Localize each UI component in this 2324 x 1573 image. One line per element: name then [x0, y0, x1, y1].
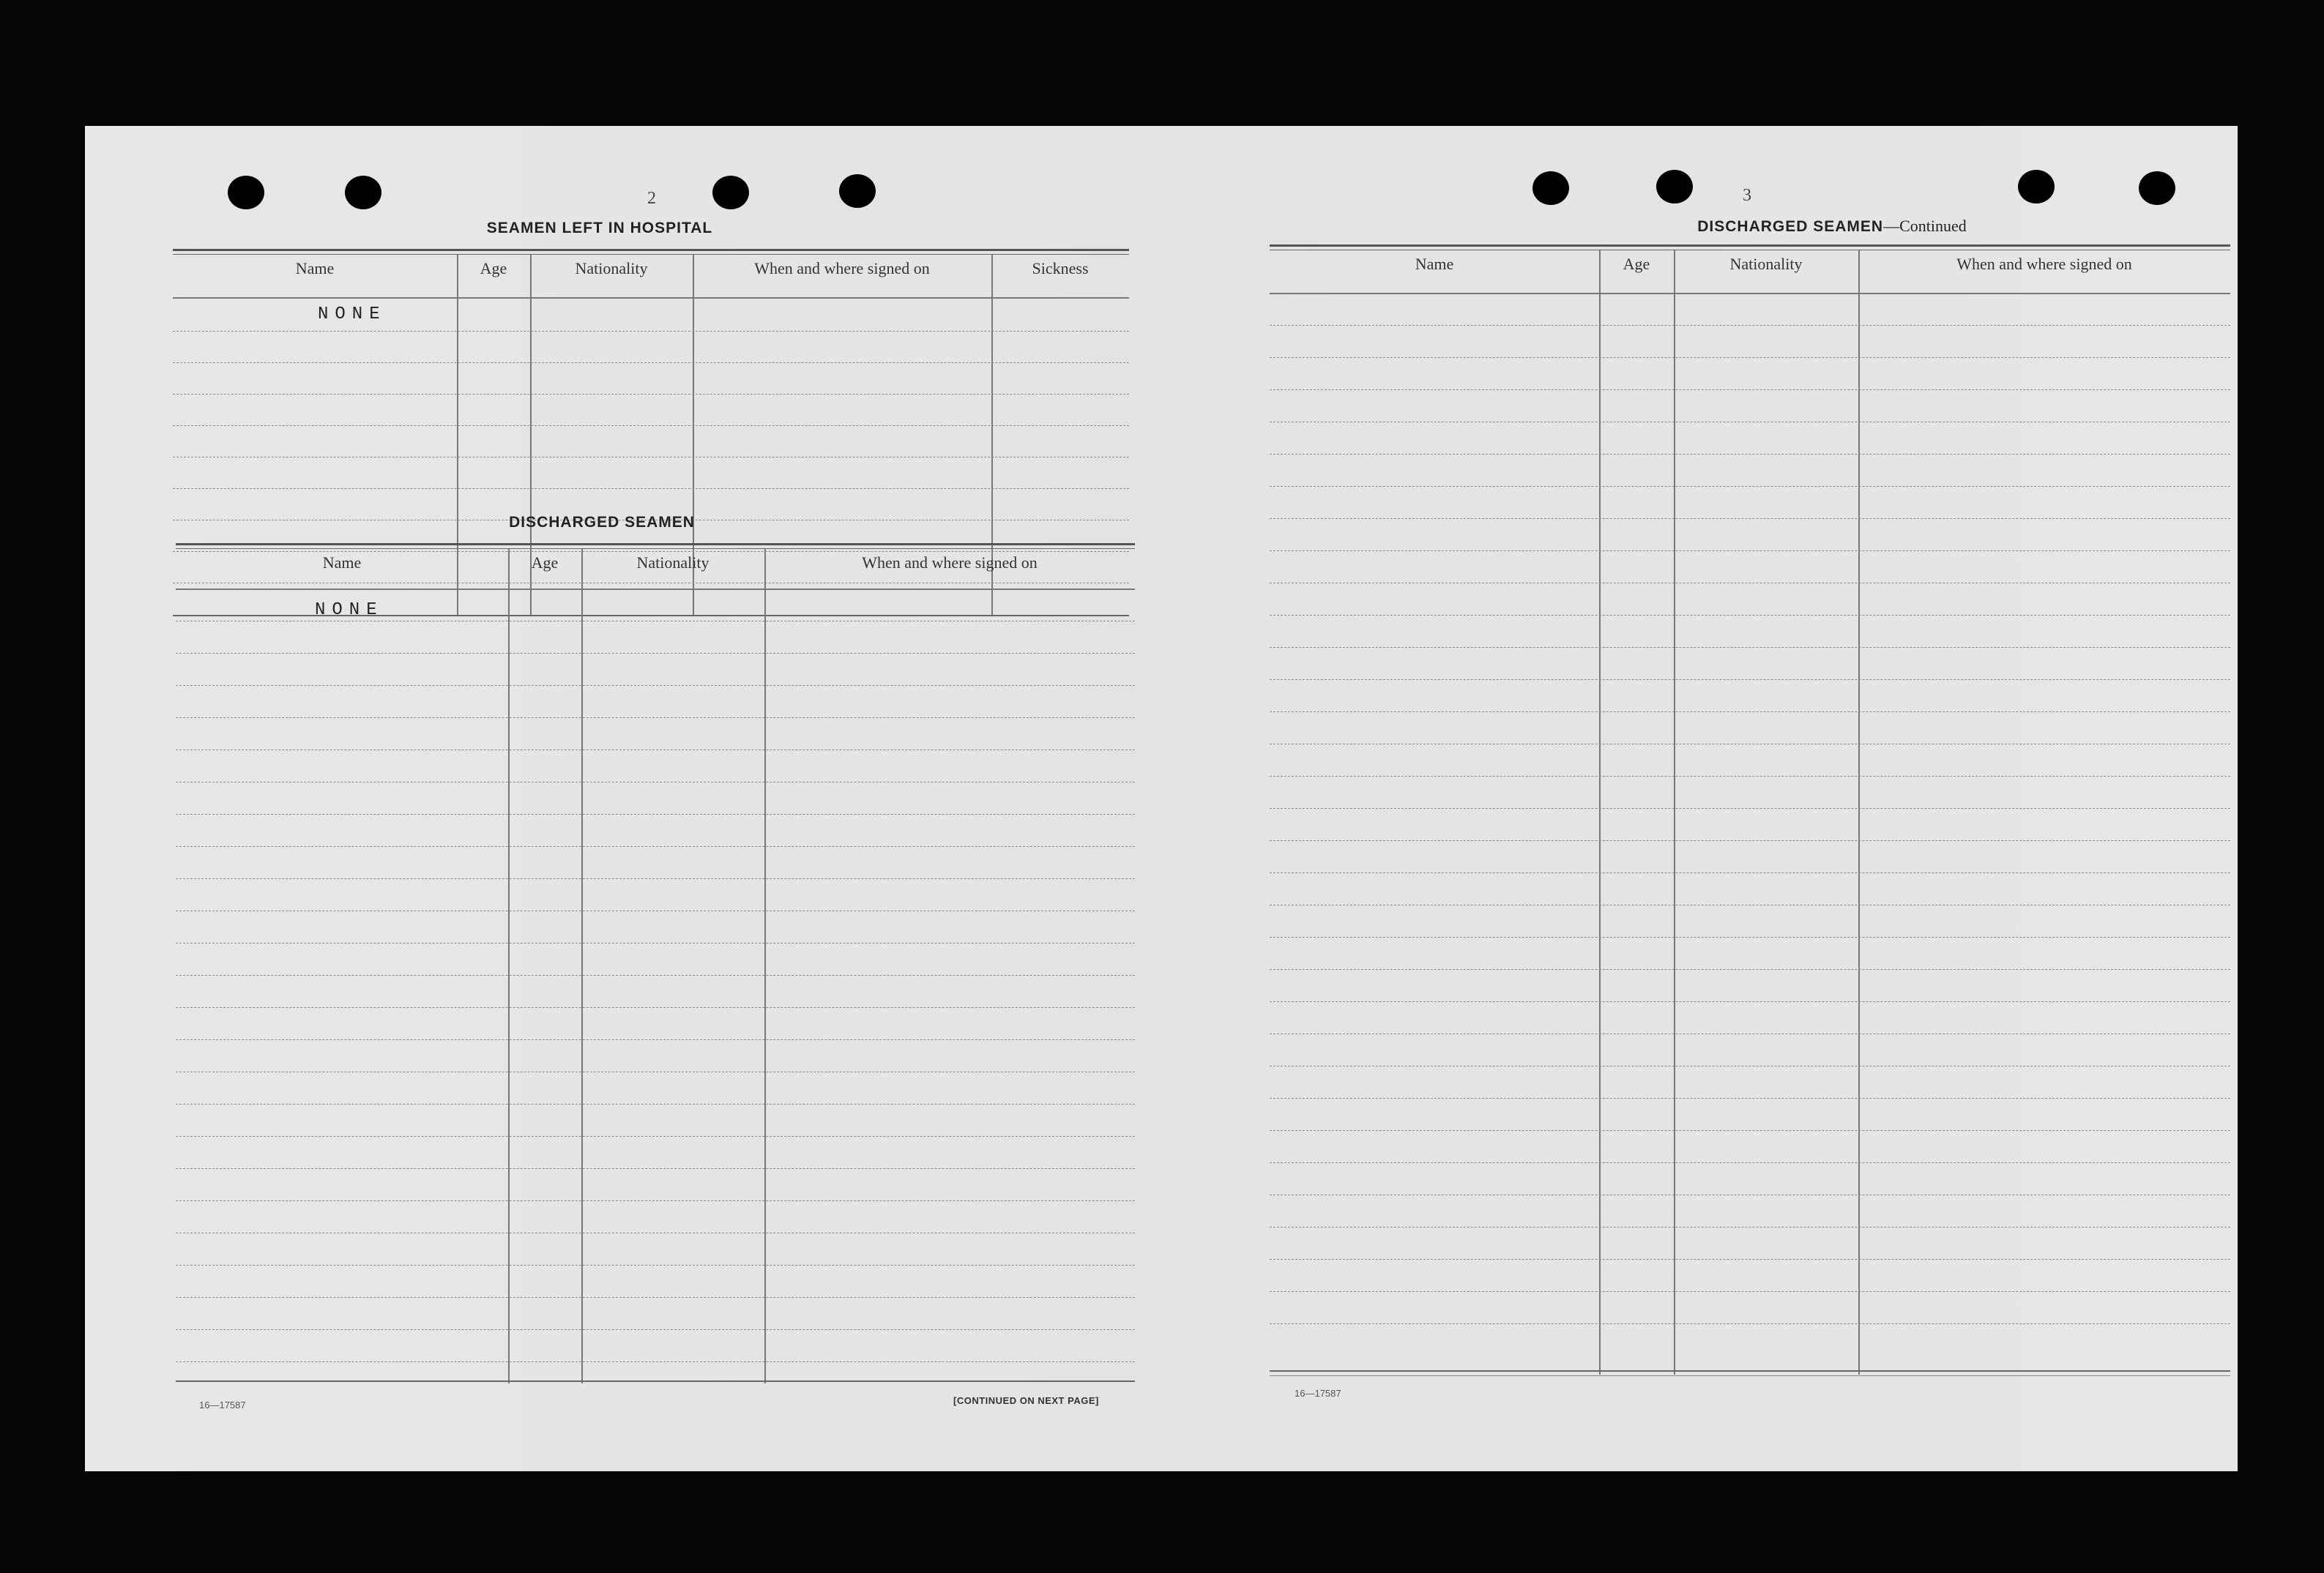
column-header-name: Name	[322, 553, 362, 572]
column-header-age: Age	[480, 259, 507, 277]
column-header-when-where: When and where signed on	[1956, 255, 2132, 273]
punch-hole	[839, 174, 876, 208]
column-header-name: Name	[1415, 255, 1454, 273]
section-title-discharged: DISCHARGED SEAMEN	[509, 514, 695, 531]
column-header-nationality: Nationality	[1729, 255, 1803, 273]
punch-hole	[1532, 171, 1569, 205]
continued-note: [CONTINUED ON NEXT PAGE]	[953, 1395, 1099, 1406]
form-number: 16—17587	[199, 1400, 246, 1411]
page-number: 3	[1743, 186, 1751, 205]
punch-hole	[1656, 170, 1693, 203]
punch-hole	[2139, 171, 2175, 205]
column-header-nationality: Nationality	[636, 553, 710, 572]
section-title-hospital: SEAMEN LEFT IN HOSPITAL	[486, 220, 713, 236]
hospital-entry: NONE	[318, 304, 387, 324]
column-header-name: Name	[295, 259, 335, 277]
discharged-continued-table	[1270, 244, 2230, 1380]
title-text: DISCHARGED SEAMEN	[1697, 218, 1884, 235]
discharged-table	[176, 543, 1135, 1392]
form-number: 16—17587	[1295, 1388, 1341, 1399]
column-header-sickness: Sickness	[1032, 259, 1089, 277]
document-spread	[85, 126, 2238, 1471]
punch-hole	[228, 176, 264, 209]
discharged-entry: NONE	[315, 600, 384, 620]
punch-hole	[345, 176, 381, 209]
column-header-age: Age	[531, 553, 559, 572]
column-header-age: Age	[1623, 255, 1650, 273]
column-header-when-where: When and where signed on	[862, 553, 1038, 572]
title-suffix: —Continued	[1883, 217, 1967, 235]
page-number: 2	[647, 189, 656, 208]
punch-hole	[2018, 170, 2055, 203]
section-title-discharged-continued	[1476, 217, 2188, 236]
column-header-when-where: When and where signed on	[754, 259, 930, 277]
punch-hole	[712, 176, 749, 209]
column-header-nationality: Nationality	[575, 259, 648, 277]
